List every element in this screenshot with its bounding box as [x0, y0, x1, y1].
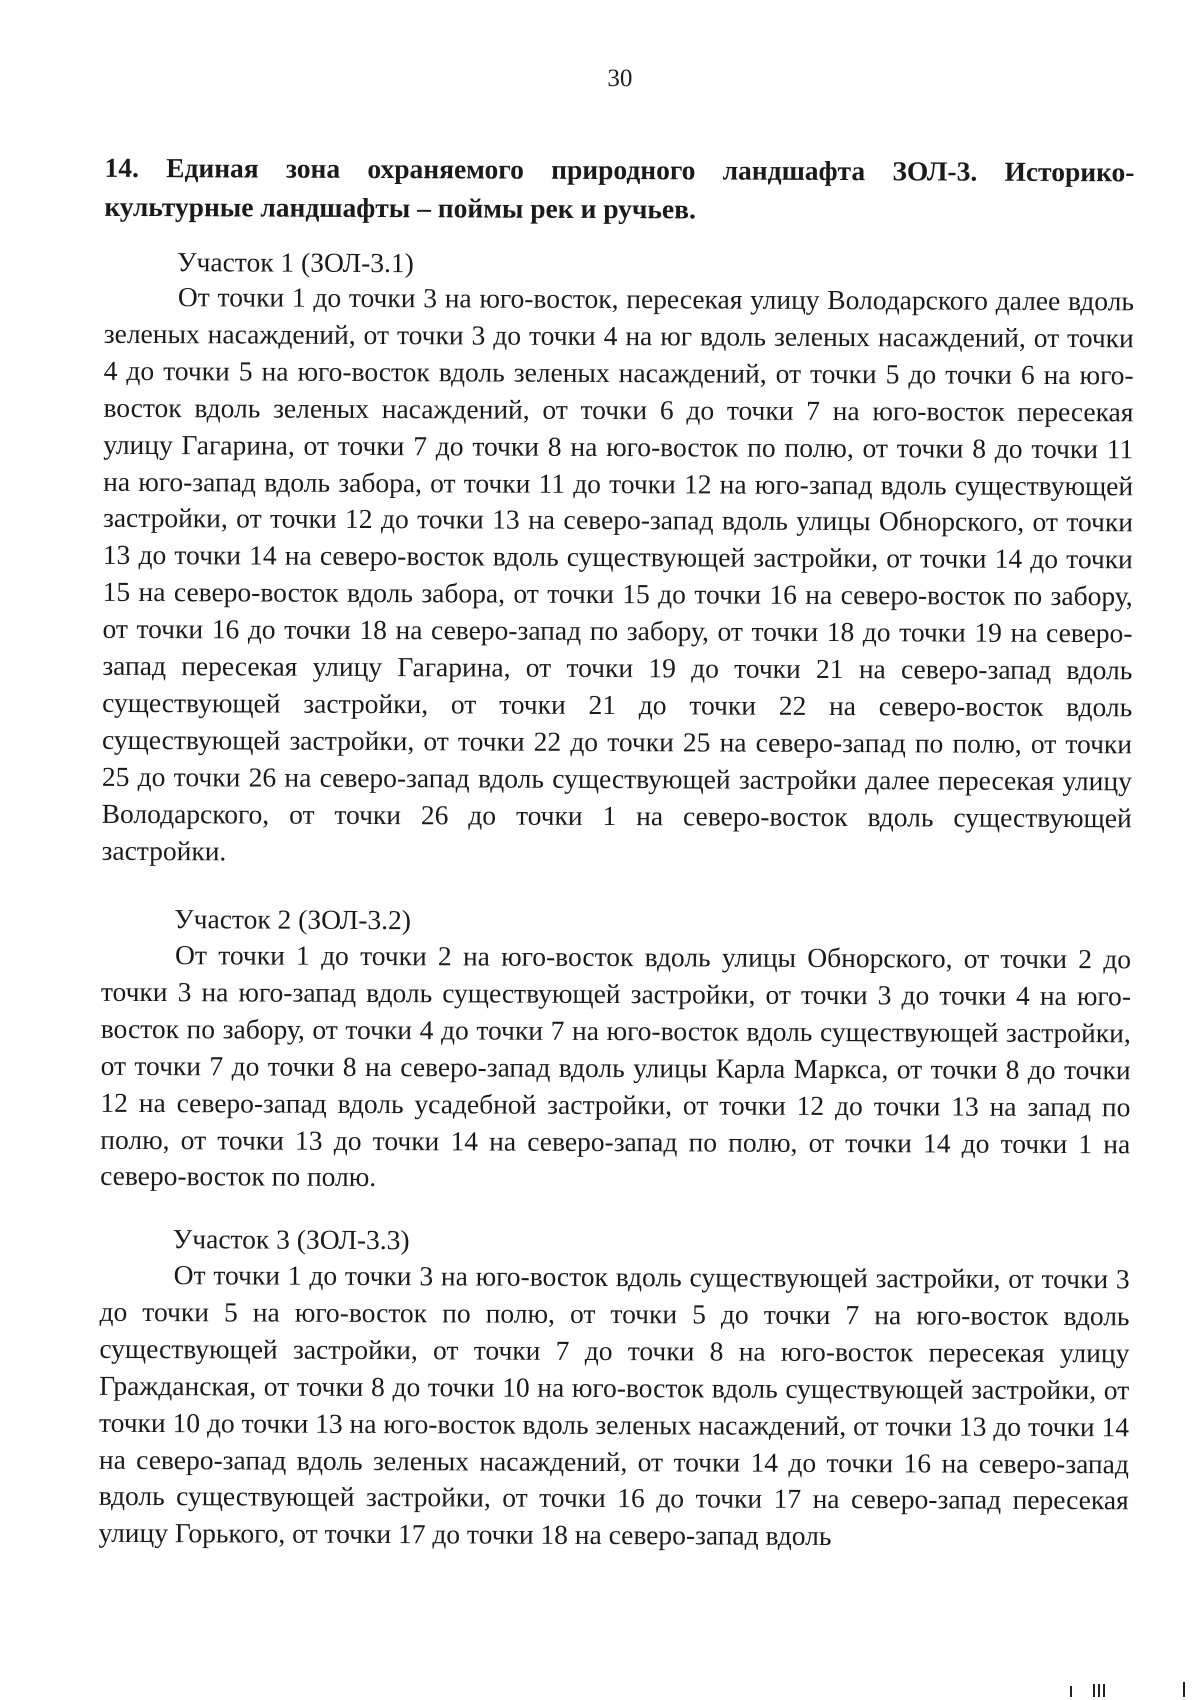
- page-number: 30: [607, 65, 633, 93]
- scan-artifact: [1093, 1684, 1095, 1697]
- plot-3-title: Участок 3 (ЗОЛ-3.3): [172, 1223, 410, 1256]
- scan-artifact: [1070, 1686, 1072, 1697]
- plot-1-title: Участок 1 (ЗОЛ-3.1): [177, 246, 414, 279]
- plot-2-description: От точки 1 до точки 2 на юго-восток вдоль улицы Обнорского, от точки 2 до точки 3 на юго-запад вдоль существующей застройки, от точки 3 до точки 4 на юго-восток по забору, от точки 4 до точки 7 на юго-восток вдоль существующей застройки, от точки 7 до точки 8 на северо-запад вдоль улицы Карла Маркса, от точки 8 до точки 12 на северо-запад вдоль усадебной застройки, от точки 12 до точки 13 на запад по полю, от точки 13 до точки 14 на северо-запад по полю, от точки 14 до точки 1 на северо-восток по полю.: [100, 939, 1132, 1193]
- scan-artifact: [1183, 1682, 1185, 1697]
- plot-1-description: От точки 1 до точки 3 на юго-восток, пересекая улицу Володарского далее вдоль зеленых насаждений, от точки 3 до точки 4 на юг вдоль зеленых насаждений, от точки 4 до точки 5 на юго-восток вдоль зеленых насаждений, от точки 5 до точки 6 на юго-восток вдоль зеленых насаждений, от точки 6 до точки 7 на юго-восток пересекая улицу Гагарина, от точки 7 до точки 8 на юго-восток по полю, от точки 8 до точки 11 на юго-запад вдоль забора, от точки 11 до точки 12 на юго-запад вдоль существующей застройки, от точки 12 до точки 13 на северо-запад вдоль улицы Обнорского, от точки 13 до точки 14 на северо-восток вдоль существующей застройки, от точки 14 до точки 15 на северо-восток вдоль забора, от точки 15 до точки 16 на северо-восток по забору, от точки 16 до точки 18 на северо-запад по забору, от точки 18 до точки 19 на северо-запад пересекая улицу Гагарина, от точки 19 до точки 21 на северо-запад вдоль существующей застройки, от точки 21 до точки 22 на северо-восток вдоль существующей застройки, от точки 22 до точки 25 на северо-запад по полю, от точки 25 до точки 26 на северо-запад вдоль существующей застройки далее пересекая улицу Володарского, от точки 26 до точки 1 на северо-восток вдоль существующей застройки.: [101, 281, 1135, 866]
- scan-artifact: [1098, 1684, 1100, 1697]
- section-heading: 14. Единая зона охраняемого природного ландшафта ЗОЛ-3. Историко-культурные ландшафты – поймы рек и ручьев.: [104, 151, 1135, 225]
- scan-artifact: [1103, 1684, 1105, 1697]
- plot-3-description: От точки 1 до точки 3 на юго-восток вдоль существующей застройки, от точки 3 до точки 5 на юго-восток по полю, от точки 5 до точки 7 на юго-восток вдоль существующей застройки, от точки 7 до точки 8 на юго-восток пересекая улицу Гражданская, от точки 8 до точки 10 на юго-восток вдоль существующей застройки, от точки 10 до точки 13 на юго-восток вдоль зеленых насаждений, от точки 13 до точки 14 на северо-запад вдоль зеленых насаждений, от точки 14 до точки 16 на северо-запад вдоль существующей застройки, от точки 16 до точки 17 на северо-запад пересекая улицу Горького, от точки 17 до точки 18 на северо-запад вдоль: [98, 1259, 1130, 1552]
- plot-2-title: Участок 2 (ЗОЛ-3.2): [174, 903, 412, 936]
